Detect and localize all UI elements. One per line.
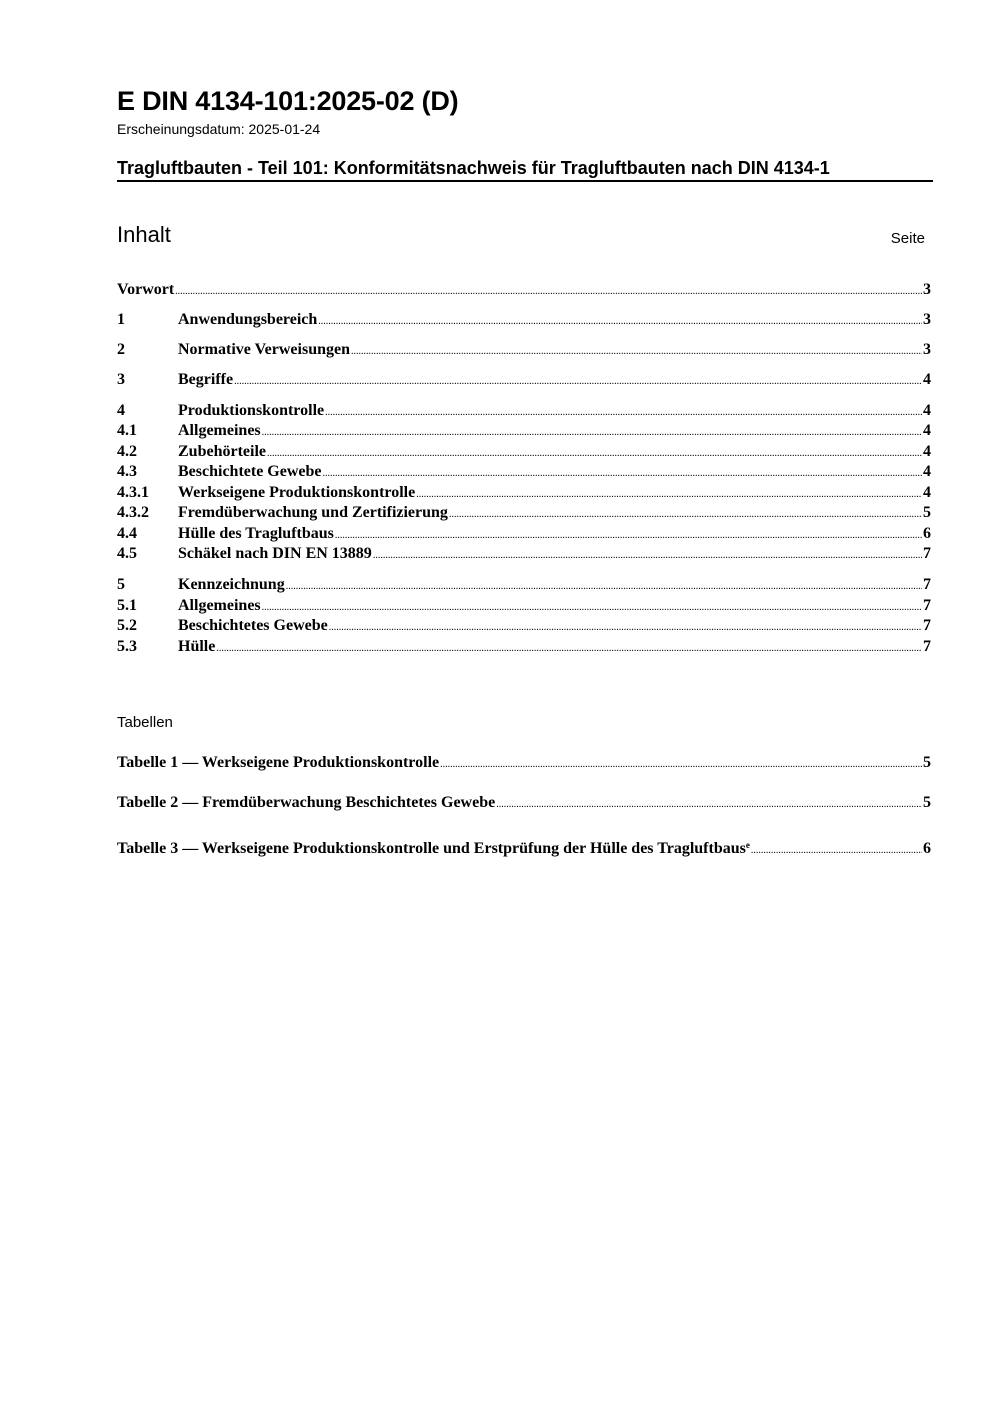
toc-entry[interactable]: [117, 596, 931, 616]
toc-entry[interactable]: [117, 616, 931, 636]
table-entry-title-text: Tabelle 3 — Werkseigene Produktionskontrolle und Erstprüfung der Hülle des Tragluftbaus: [117, 840, 746, 857]
toc-entry-title: Normative Verweisungen: [178, 341, 350, 358]
toc-page-label: Seite: [890, 230, 925, 247]
table-entry[interactable]: [117, 839, 931, 859]
table-entry-page: 5: [923, 754, 931, 771]
toc-entry[interactable]: [117, 503, 931, 523]
toc-entry-title: Werkseigene Produktionskontrolle: [178, 484, 416, 501]
toc-entry-page: 4: [923, 402, 931, 419]
toc-entry-number: 3: [117, 371, 125, 388]
toc-leader: [751, 841, 922, 861]
toc-leader: [351, 342, 922, 362]
toc-entry-page: 3: [923, 281, 931, 298]
toc-entry-number: 4.2: [117, 443, 137, 460]
toc-leader: [496, 795, 922, 815]
toc-entry[interactable]: [117, 340, 931, 360]
toc-entry-number: 4.3.2: [117, 504, 149, 521]
toc-entry-page: 3: [923, 311, 931, 328]
toc-entry-title: Hülle des Tragluftbaus: [178, 525, 334, 542]
toc-entry-title: Schäkel nach DIN EN 13889: [178, 545, 372, 562]
toc-entry-page: 7: [923, 638, 931, 655]
toc-entry-page: 6: [923, 525, 931, 542]
toc-leader: [449, 505, 922, 525]
toc-entry-title: Anwendungsbereich: [178, 311, 318, 328]
table-entry-title: Tabelle 2 — Fremdüberwachung Beschichtetes Gewebe: [117, 794, 496, 811]
toc-entry-page: 4: [923, 484, 931, 501]
toc-entry-page: 4: [923, 422, 931, 439]
toc-entry-number: 4.3: [117, 463, 137, 480]
toc-entry[interactable]: [117, 310, 931, 330]
document-id: E DIN 4134-101:2025-02 (D): [117, 86, 459, 116]
toc-entry-page: 7: [923, 597, 931, 614]
toc-entry[interactable]: [117, 637, 931, 657]
toc-heading: Inhalt: [117, 222, 171, 247]
toc-entry-number: 4: [117, 402, 125, 419]
toc-entry-page: 7: [923, 576, 931, 593]
toc-entry-title: Zubehörteile: [178, 443, 266, 460]
toc-leader: [262, 423, 922, 443]
toc-entry-number: 5.1: [117, 597, 137, 614]
toc-leader: [175, 282, 922, 302]
toc-entry-page: 3: [923, 341, 931, 358]
toc-entry[interactable]: [117, 280, 931, 300]
toc-entry-page: 4: [923, 443, 931, 460]
toc-entry[interactable]: [117, 442, 931, 462]
toc-entry-title: Begriffe: [178, 371, 234, 388]
toc-entry-title: Beschichtete Gewebe: [178, 463, 322, 480]
toc-leader: [286, 577, 922, 597]
toc-entry-title: Allgemeines: [178, 422, 261, 439]
table-entry-page: 6: [923, 840, 931, 857]
toc-entry-number: 5: [117, 576, 125, 593]
toc-entry-number: 4.4: [117, 525, 137, 542]
table-entry-title: Tabelle 1 — Werkseigene Produktionskontrolle: [117, 754, 440, 771]
toc-leader: [416, 485, 922, 505]
toc-entry-number: 5.2: [117, 617, 137, 634]
toc-leader: [262, 598, 922, 618]
toc-entry-title: Beschichtetes Gewebe: [178, 617, 328, 634]
toc-leader: [440, 755, 922, 775]
table-entry[interactable]: [117, 753, 931, 773]
toc-leader: [325, 403, 922, 423]
toc-entry-number: 2: [117, 341, 125, 358]
toc-leader: [216, 639, 922, 659]
toc-entry-title: Hülle: [178, 638, 216, 655]
toc-entry[interactable]: [117, 575, 931, 595]
document-title: Tragluftbauten - Teil 101: Konformitätsnachweis für Tragluftbauten nach DIN 4134-1: [117, 158, 933, 182]
toc-entry[interactable]: [117, 421, 931, 441]
toc-entry-page: 7: [923, 617, 931, 634]
publication-date: Erscheinungsdatum: 2025-01-24: [117, 121, 321, 137]
toc-leader: [335, 526, 922, 546]
toc-leader: [267, 444, 922, 464]
toc-leader: [373, 546, 922, 566]
table-entry-page: 5: [923, 794, 931, 811]
toc-entry-page: 5: [923, 504, 931, 521]
toc-entry[interactable]: [117, 544, 931, 564]
toc-entry-title: Allgemeines: [178, 597, 261, 614]
toc-leader: [234, 372, 922, 392]
toc-entry-page: 7: [923, 545, 931, 562]
toc-leader: [329, 618, 922, 638]
footnote-marker: e: [745, 840, 750, 850]
table-entry-title: [117, 839, 750, 859]
toc-entry-page: 4: [923, 371, 931, 388]
toc-entry-title: Fremdüberwachung und Zertifizierung: [178, 504, 448, 521]
toc-entry[interactable]: [117, 524, 931, 544]
toc-leader: [318, 312, 922, 332]
toc-entry-number: 5.3: [117, 638, 137, 655]
toc-entry-number: 4.5: [117, 545, 137, 562]
toc-entry-title: Produktionskontrolle: [178, 402, 325, 419]
toc-leader: [323, 464, 922, 484]
toc-entry-page: 4: [923, 463, 931, 480]
toc-entry[interactable]: [117, 483, 931, 503]
toc-entry-title: Kennzeichnung: [178, 576, 285, 593]
toc-entry-title: Vorwort: [117, 281, 175, 298]
toc-entry-number: 1: [117, 311, 125, 328]
toc-entry-number: 4.1: [117, 422, 137, 439]
toc-entry[interactable]: [117, 462, 931, 482]
toc-entry[interactable]: [117, 401, 931, 421]
toc-entry-number: 4.3.1: [117, 484, 149, 501]
toc-entry[interactable]: [117, 370, 931, 390]
table-entry[interactable]: [117, 793, 931, 813]
tables-heading: Tabellen: [117, 714, 173, 731]
